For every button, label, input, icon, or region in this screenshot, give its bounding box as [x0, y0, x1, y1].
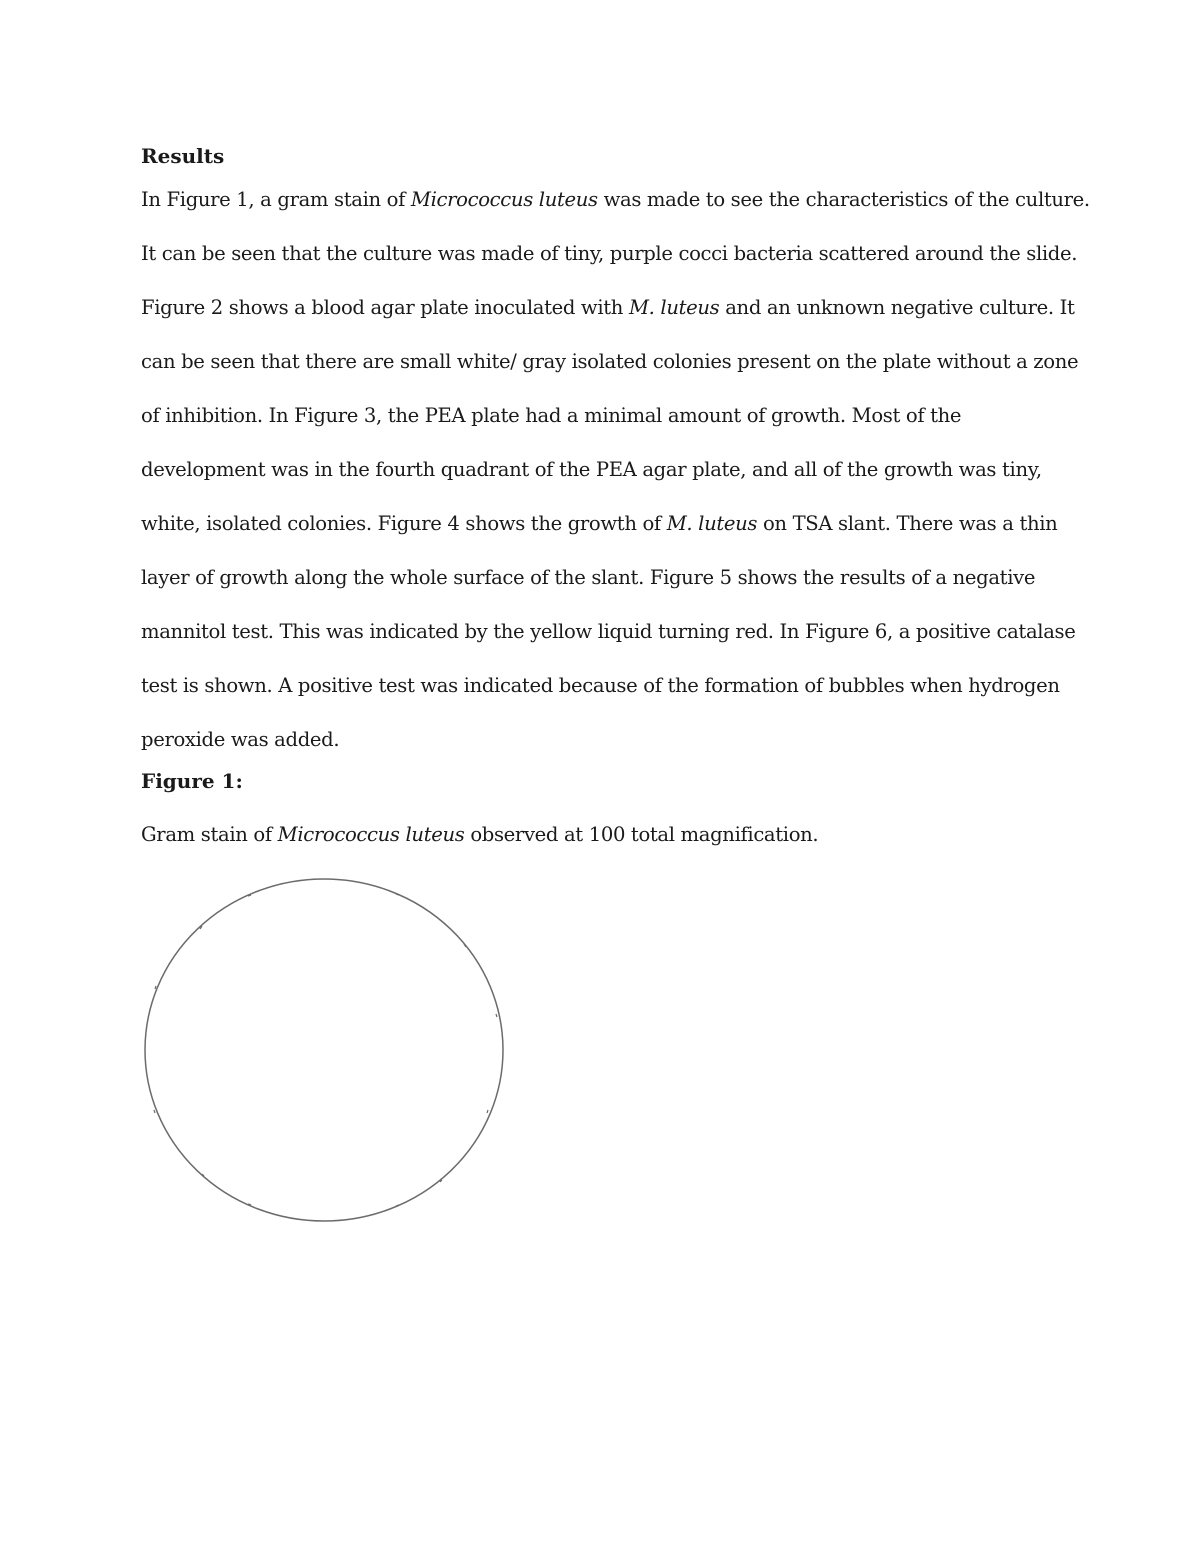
microscope-field-circle — [145, 879, 503, 1221]
paragraph-line — [141, 389, 1071, 443]
paragraph-line — [141, 713, 1071, 767]
line-text: can be seen that there are small white/ gray isolated colonies present on the plate without a zone — [141, 350, 1079, 373]
line-text: layer of growth along the whole surface of the slant. Figure 5 shows the results of a negative — [141, 566, 1036, 589]
paragraph-line — [141, 659, 1071, 713]
paragraph-line — [141, 173, 1090, 227]
line-text: and an unknown negative culture. It — [719, 296, 1075, 319]
caption-text: observed at 100 total magnification. — [464, 823, 819, 846]
paragraph-line — [141, 227, 1078, 281]
paragraph-line — [141, 497, 1071, 551]
paragraph-line — [141, 605, 1076, 659]
section-heading: Results — [141, 144, 225, 168]
outline-notch — [155, 986, 156, 989]
figure-title: Figure 1: — [141, 769, 243, 793]
line-text: on TSA slant. There was a thin — [757, 512, 1058, 535]
line-italic-text: Micrococcus luteus — [410, 188, 598, 211]
outline-notch — [496, 1014, 497, 1017]
caption-text: Gram stain of — [141, 823, 278, 846]
paragraph-line — [141, 335, 1079, 389]
line-text: mannitol test. This was indicated by the yellow liquid turning red. In Figure 6, a positive catalase — [141, 620, 1076, 643]
line-italic-text: M. luteus — [628, 296, 720, 319]
paragraph-line — [141, 281, 1075, 335]
line-text: white, isolated colonies. Figure 4 shows the growth of — [141, 512, 667, 535]
line-text: of inhibition. In Figure 3, the PEA plate had a minimal amount of growth. Most of the — [141, 404, 962, 427]
line-text: development was in the fourth quadrant of the PEA agar plate, and all of the growth was tiny, — [141, 458, 1042, 481]
outline-notch — [487, 1110, 488, 1113]
line-text: It can be seen that the culture was made of tiny, purple cocci bacteria scattered around the slide. — [141, 242, 1078, 265]
outline-notch — [154, 1110, 155, 1113]
line-text: test is shown. A positive test was indicated because of the formation of bubbles when hydrogen — [141, 674, 1060, 697]
paragraph-line — [141, 443, 1071, 497]
figure-caption — [141, 822, 818, 848]
caption-italic-text: Micrococcus luteus — [277, 823, 465, 846]
results-paragraph — [141, 173, 1090, 767]
paragraph-line — [141, 551, 1071, 605]
line-italic-text: M. luteus — [666, 512, 758, 535]
line-text: peroxide was added. — [141, 728, 340, 751]
line-text: was made to see the characteristics of the culture. — [597, 188, 1090, 211]
figure-image-placeholder — [140, 874, 508, 1226]
line-text: In Figure 1, a gram stain of — [141, 188, 411, 211]
line-text: Figure 2 shows a blood agar plate inoculated with — [141, 296, 629, 319]
